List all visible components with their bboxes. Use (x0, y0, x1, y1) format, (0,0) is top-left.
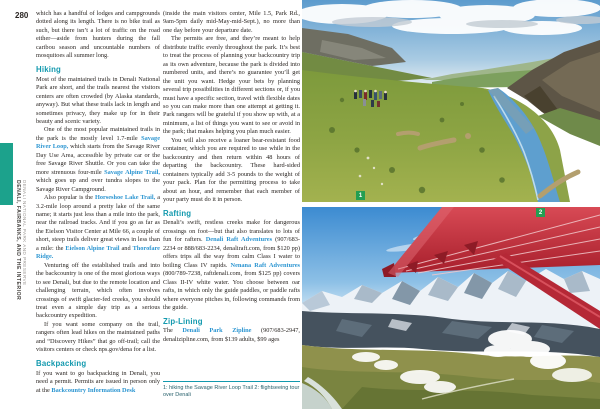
paragraph (36, 126, 160, 194)
body-text: Venturing off the established trails and into the backcountry is one of the most glorious ways to see Denali, but due to the remote location and challenging terrain, which often involves crossings of swift glacier-fed creeks, you should treat even a simple day trip as a serious backcountry expedition. (36, 261, 160, 320)
photo-caption: 1: hiking the Savage River Loop Trail 2: flightseeing tour over Denali (163, 385, 300, 398)
highlighted-place-name: Savage Alpine Trail, (104, 168, 160, 176)
highlighted-place-name: Savage River Loop, (36, 134, 160, 151)
body-text: If you want some company on the trail, rangers often lead hikes on the maintained paths and “Discovery Hikes” that go off-trail; call the visitors centers or check nps.gov/dena for a list. (36, 320, 160, 354)
body-text: a 3.2-mile loop around a pretty lake of the same name; it starts just less than a mile into the park, near the railroad tracks. And if you go as far as the Eielson Visitor Center at Mile 66, a couple of short, steep trails deliver great views in less than a mile: the (36, 194, 160, 252)
text-column-right (163, 10, 300, 378)
paragraph (36, 370, 160, 395)
section-heading-hiking: Hiking (36, 65, 62, 75)
body-text: Most of the maintained trails in Denali National Park are short, and the trails nearest the visitors centers are often crowded (by Alaska standards, anyway). But what these trails lack in length and sometimes privacy, they make up for in their beauty and scenic variety. (36, 75, 160, 125)
photo-hikers-trail (302, 0, 600, 202)
paragraph (36, 262, 160, 321)
highlighted-place-name: Denali Park Zipline (182, 327, 252, 335)
paragraph (163, 35, 300, 136)
section-heading-rafting: Rafting (163, 208, 192, 218)
paragraph (36, 76, 160, 127)
body-text: The permits are free, and they’re meant to help distribute traffic evenly throughout the park. It’s best to treat the process of planning your backcountry trip as its own adventure, because the park is divided into numbered units, and there’s no guarantee you’ll get the unit you want. Hedge your bets by planning several trip possibilities in different sections or, if you must have a specific section, travel with flexible dates so you can make more than one attempt at getting it. Park rangers will be grateful if you show up with, at a minimum, a list of things you want to see or avoid in the park; that makes helping you plan much easier. (163, 35, 300, 136)
body-text: (907/683-2234 or 888/683-2234, denaliraft.com, from $120 pp) offers trips all the way from calm Class I water to boiling Class IV rapids. (163, 236, 300, 269)
highlighted-place-name: Thorofare Ridge. (36, 244, 160, 261)
photo-number-badge: 2 (536, 208, 545, 217)
text-column-left (36, 10, 160, 409)
section-heading-backpacking: Backpacking (36, 359, 87, 369)
body-text: Denali’s swift, restless creeks make for dangerous crossings on foot—but that also translates to lots of fun for rafters. (163, 219, 300, 244)
section-heading-zip-lining: Zip-Lining (163, 316, 203, 326)
body-text: (800/789-7238, raftdenali.com, from $125 pp) covers Class II-IV white water. You choose between oar rafts, in which only the guide paddles, or paddle rafts where everyone pitches in, following commands from the guide. (163, 270, 300, 311)
body-text: If you want to go backpacking in Denali, you need a permit. Permits are issued in person only at the (36, 369, 160, 394)
body-text: and (119, 244, 133, 252)
chapter-title-vertical: DENALI, FAIRBANKS, AND THE INTERIOR (15, 180, 21, 301)
section-title-vertical: DENALI NATIONAL PARK AND PRESERVE (22, 180, 27, 286)
body-text: (907/683-2947, denalizipline.com, from $139 adults, $99 ages (163, 327, 300, 343)
highlighted-place-name: Eielson Alpine Trail (65, 244, 120, 252)
paragraph (163, 219, 300, 312)
caption-divider (163, 381, 300, 382)
body-text: One of the most popular maintained trails in the park is the mostly level 1.7-mile (36, 126, 160, 142)
photo-number-badge: 1 (356, 191, 365, 200)
body-text: which goes up and over tundra slopes to the Savage River Campground. (36, 177, 160, 193)
body-text: The (163, 327, 183, 335)
body-text: which starts from the Savage River Day Use Area, accessible by private car or the free Savage River Shuttle. Or you can take the more strenuous four-mile (36, 143, 160, 176)
highlighted-place-name: Backcountry Information Desk (51, 386, 136, 394)
highlighted-place-name: Horseshoe Lake Trail, (94, 194, 156, 202)
body-text: Also popular is the (44, 194, 95, 202)
body-text: which has a handful of lodges and campgrounds dotted along its length. There is no bike trail as such, but there isn’t a lot of traffic on the road either—aside from hunters during the fall caribou season and uncountable numbers of mosquitoes all summer long. (36, 10, 160, 60)
photo-1-image (302, 0, 600, 202)
paragraph (163, 10, 300, 35)
paragraph (163, 137, 300, 205)
paragraph (36, 10, 160, 61)
paragraph (163, 327, 300, 344)
photo-flightseeing (302, 207, 600, 409)
highlighted-place-name: Denali Raft Adventures (205, 236, 273, 244)
photo-2-image (302, 207, 600, 409)
chapter-color-tab (0, 143, 13, 205)
paragraph (36, 194, 160, 262)
paragraph (36, 321, 160, 355)
page-number: 280 (15, 11, 29, 20)
body-text: You will also receive a loaner bear-resistant food container, which you are required to use while in the backcountry and then return within 48 hours of departing the backcountry. These hard-sided containers typically add 3-5 pounds to the weight of your pack. Plan for the permitting process to take about an hour, and remember that each member of your party must do it in person. (163, 136, 300, 203)
body-text: (inside the main visitors center, Mile 1.5, Park Rd., 9am-5pm daily mid-May-mid-Sept.), no more than one day before your departure date. (163, 10, 300, 34)
highlighted-place-name: Nenana Raft Adventures (230, 261, 300, 269)
